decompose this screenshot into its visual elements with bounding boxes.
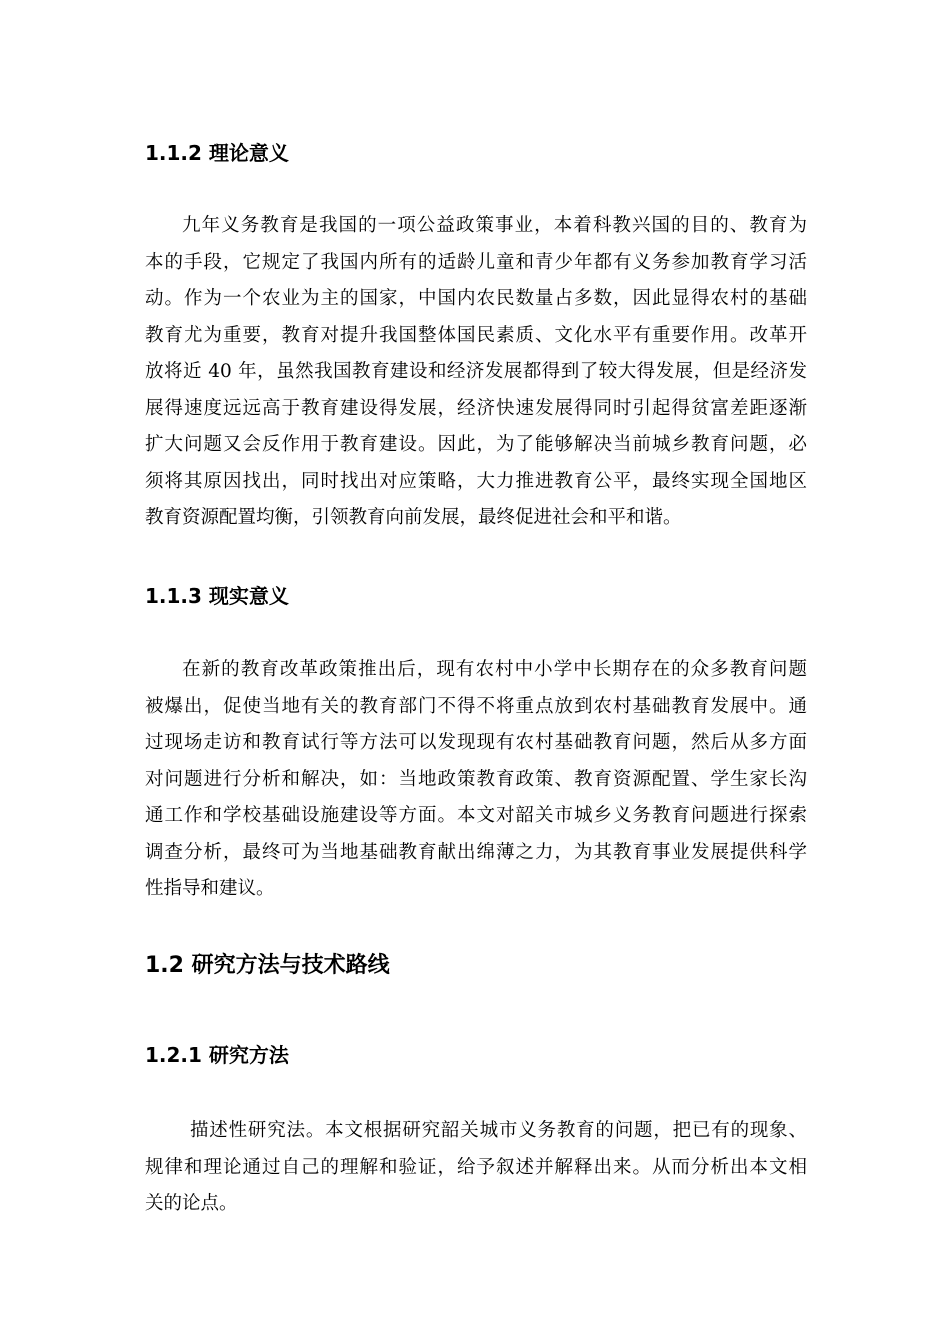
paragraph-practical-significance: [145, 652, 807, 908]
text-line: 扩大问题又会反作用于教育建设。因此，为了能够解决当前城乡教育问题，必: [145, 434, 807, 455]
text-line: 教育尤为重要，教育对提升我国整体国民素质、文化水平有重要作用。改革开: [145, 324, 807, 346]
paragraph-research-methods: [145, 1113, 807, 1223]
text-line: 动。作为一个农业为主的国家，中国内农民数量占多数，因此显得农村的基础: [145, 288, 807, 309]
text-line: 教育资源配置均衡，引领教育向前发展，最终促进社会和平和谐。: [145, 507, 682, 528]
text-line: 在新的教育改革政策推出后，现有农村中小学中长期存在的众多教育问题: [182, 659, 807, 680]
text-line: 放将近 40 年，虽然我国教育建设和经济发展都得到了较大得发展，但是经济发: [145, 361, 807, 382]
text-line: 关的论点。: [145, 1193, 238, 1214]
section-heading-1-2-1: 1.2.1 研究方法: [145, 1043, 289, 1067]
text-line: 规律和理论通过自己的理解和验证，给予叙述并解释出来。从而分析出本文相: [145, 1156, 807, 1178]
text-line: 被爆出，促使当地有关的教育部门不得不将重点放到农村基础教育发展中。通: [145, 695, 807, 717]
text-line: 通工作和学校基础设施建设等方面。本文对韶关市城乡义务教育问题进行探索: [145, 805, 807, 826]
section-heading-1-2: 1.2 研究方法与技术路线: [145, 953, 390, 978]
section-heading-1-1-2: 1.1.2 理论意义: [145, 141, 289, 165]
text-line: 须将其原因找出，同时找出对应策略，大力推进教育公平，最终实现全国地区: [145, 470, 807, 492]
section-heading-1-1-3: 1.1.3 现实意义: [145, 584, 289, 608]
text-line: 过现场走访和教育试行等方法可以发现现有农村基础教育问题，然后从多方面: [145, 732, 807, 753]
text-line: 对问题进行分析和解决，如：当地政策教育政策、教育资源配置、学生家长沟: [145, 768, 807, 790]
text-line: 本的手段，它规定了我国内所有的适龄儿童和青少年都有义务参加教育学习活: [145, 251, 807, 273]
text-line: 展得速度远远高于教育建设得发展，经济快速发展得同时引起得贫富差距逐渐: [145, 397, 807, 419]
text-line: 性指导和建议。: [145, 878, 275, 899]
paragraph-theoretical-significance: [145, 208, 807, 537]
text-line: 描述性研究法。本文根据研究韶关城市义务教育的问题，把已有的现象、: [190, 1120, 807, 1141]
text-line: 九年义务教育是我国的一项公益政策事业，本着科教兴国的目的、教育为: [182, 215, 807, 236]
text-line: 调查分析，最终可为当地基础教育献出绵薄之力，为其教育事业发展提供科学: [145, 841, 807, 863]
